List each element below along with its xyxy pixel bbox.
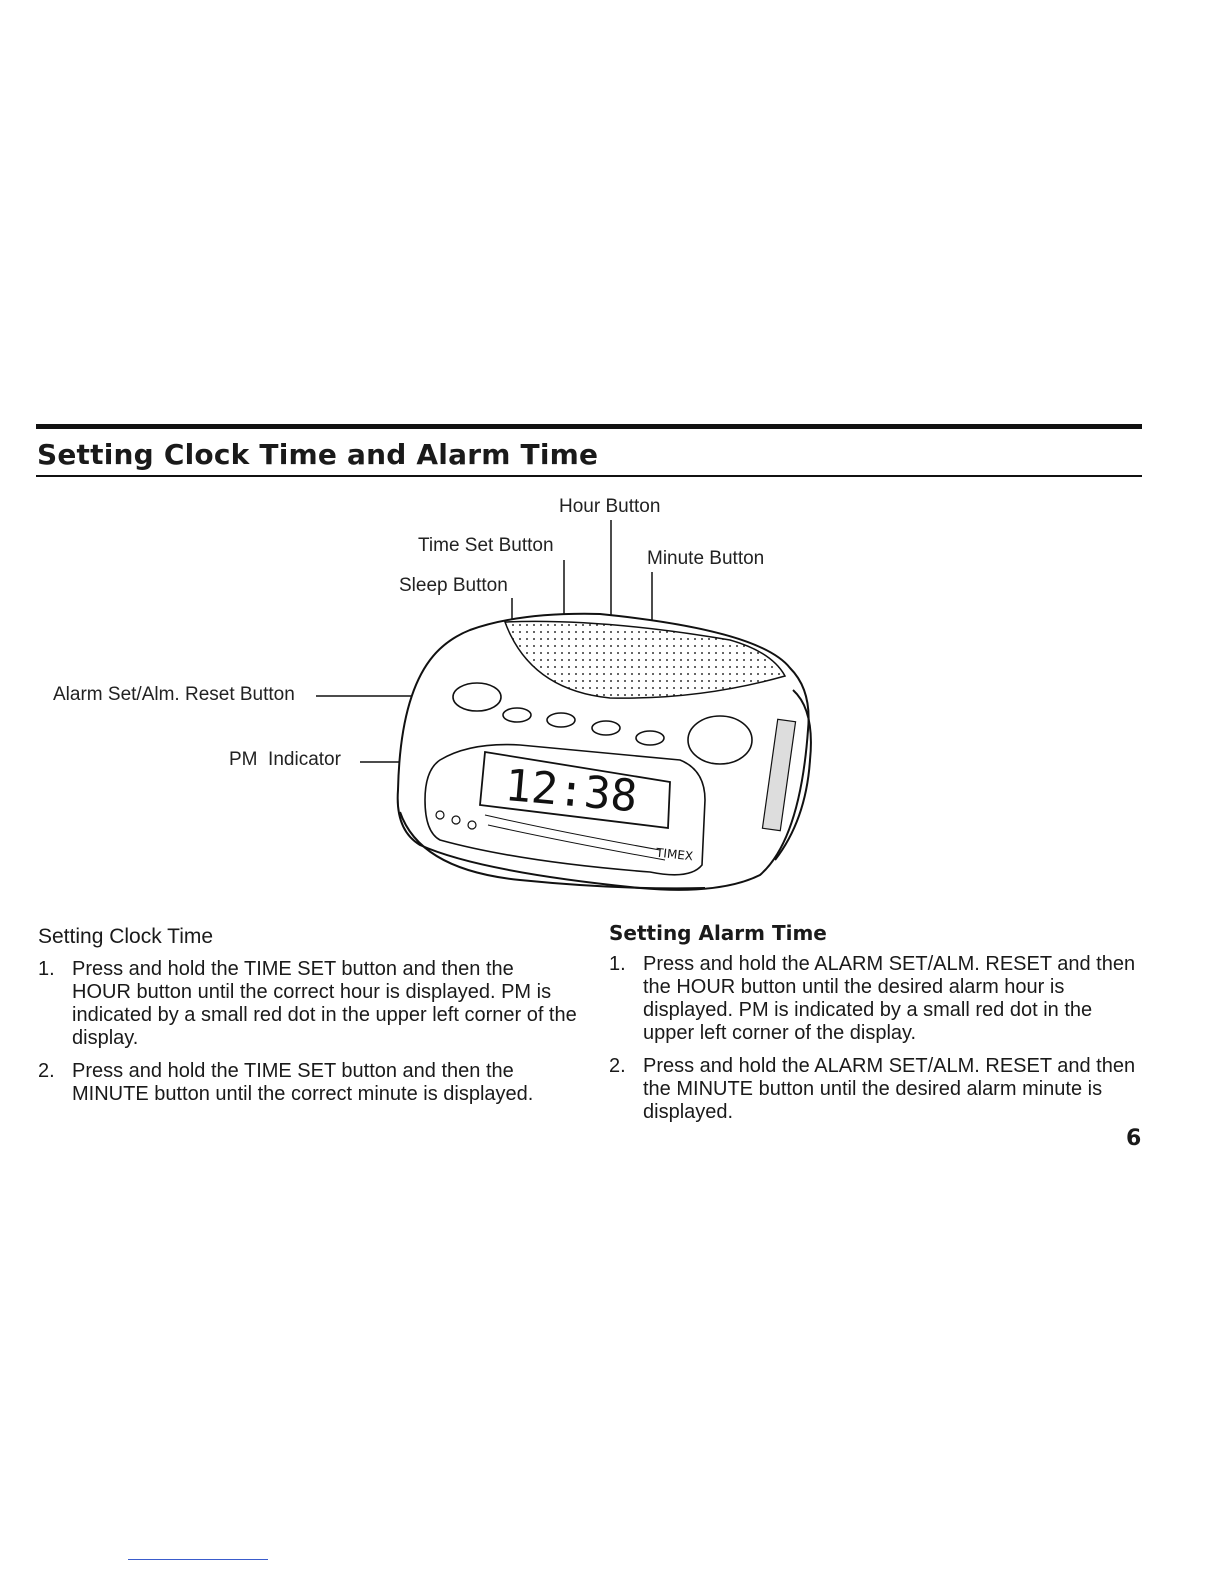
title-underline: [36, 475, 1142, 477]
label-time-set-button: Time Set Button: [418, 535, 554, 556]
list-item: 2. Press and hold the TIME SET button and then the MINUTE button until the correct minute is displayed.: [38, 1060, 534, 1105]
alarm-steps-list: [609, 953, 1142, 1134]
clock-radio-illustration: [0, 480, 1224, 900]
label-pm-indicator: PM Indicator: [229, 749, 341, 770]
brand-logo: TIMEX: [655, 845, 694, 864]
clock-steps-list: [38, 958, 578, 1116]
page-title: Setting Clock Time and Alarm Time: [37, 438, 599, 471]
page-number: 6: [1126, 1126, 1142, 1151]
list-item: 2. Press and hold the ALARM SET/ALM. RESET and then the MINUTE button until the desired alarm minute is displayed.: [609, 1055, 1136, 1123]
label-hour-button: Hour Button: [559, 496, 661, 517]
label-sleep-button: Sleep Button: [399, 575, 508, 596]
top-rule: [36, 424, 1142, 429]
label-alarm-set-button: Alarm Set/Alm. Reset Button: [53, 684, 295, 705]
list-item: 1. Press and hold the ALARM SET/ALM. RESET and then the HOUR button until the desired alarm hour is displayed. PM is indicated by a small red dot in the upper left corner of the display.: [609, 953, 1136, 1044]
footer-rule: [128, 1559, 268, 1560]
display-time-readout: 12:38: [502, 759, 640, 823]
alarm-section-heading: Setting Alarm Time: [609, 921, 827, 945]
clock-section-heading: Setting Clock Time: [38, 925, 214, 948]
label-minute-button: Minute Button: [647, 548, 765, 569]
list-item: 1. Press and hold the TIME SET button and then the HOUR button until the correct hour is displayed. PM is indicated by a small red dot in the upper left corner of the display.: [38, 958, 577, 1049]
